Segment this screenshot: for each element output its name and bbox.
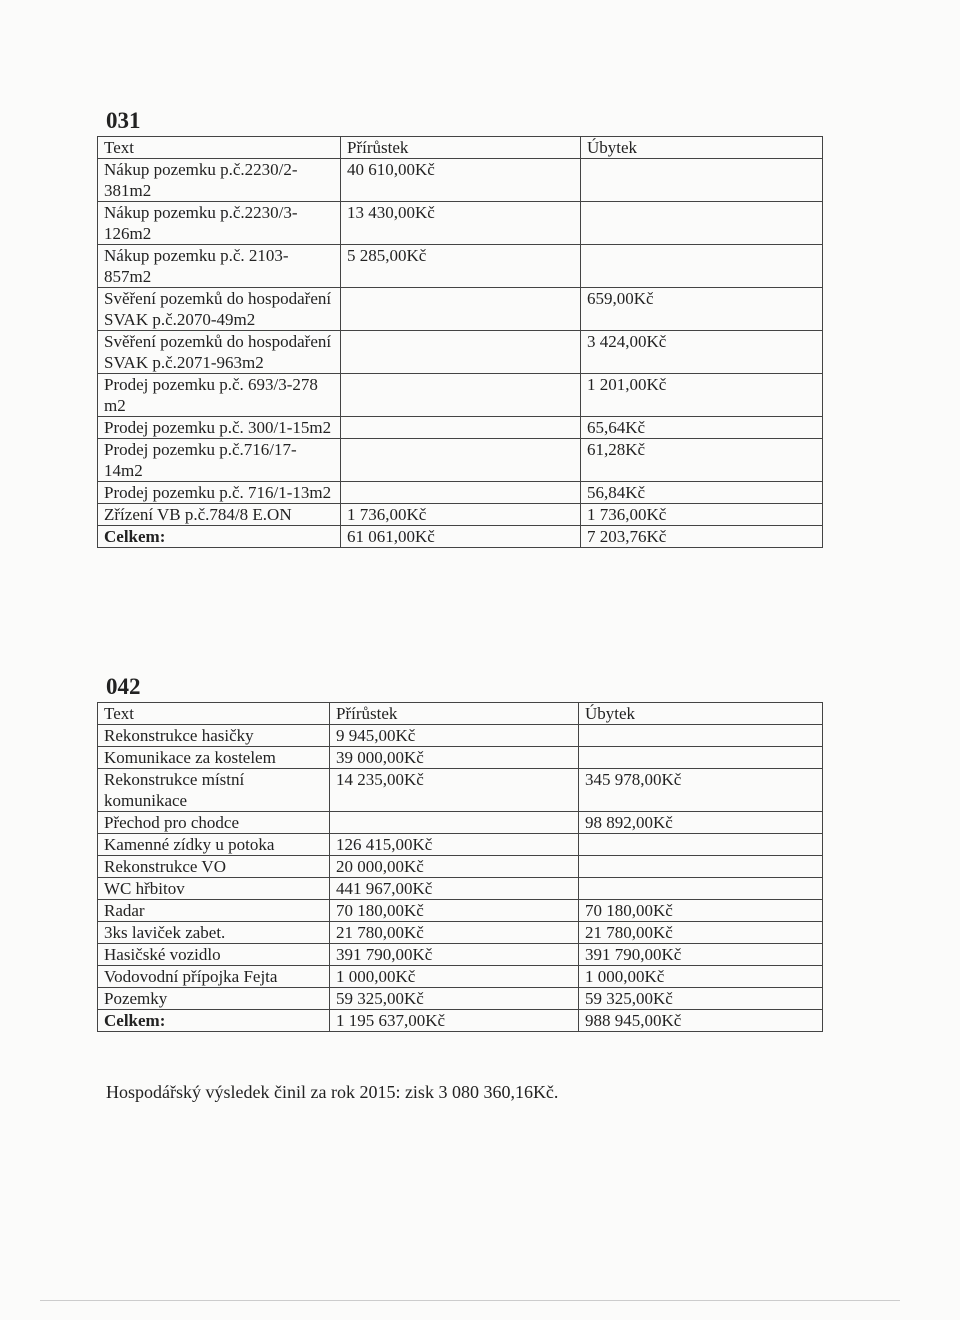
table-row bbox=[98, 769, 823, 812]
table-row bbox=[98, 878, 823, 900]
decrease-cell: 659,00Kč bbox=[581, 288, 823, 331]
annual-result-text: Hospodářský výsledek činil za rok 2015: zisk 3 080 360,16Kč. bbox=[106, 1082, 559, 1102]
text-cell: Celkem: bbox=[98, 526, 341, 548]
table-row bbox=[98, 834, 823, 856]
decrease-cell bbox=[579, 725, 823, 747]
text-cell: Radar bbox=[98, 900, 330, 922]
decrease-cell: 65,64Kč bbox=[581, 417, 823, 439]
text-cell: Rekonstrukce místní komunikace bbox=[98, 769, 330, 812]
increase-cell: 21 780,00Kč bbox=[330, 922, 579, 944]
text-cell: Nákup pozemku p.č.2230/3-126m2 bbox=[98, 202, 341, 245]
decrease-cell: 98 892,00Kč bbox=[579, 812, 823, 834]
section-title-042: 042 bbox=[106, 674, 141, 699]
table-row bbox=[98, 331, 823, 374]
decrease-cell bbox=[579, 747, 823, 769]
increase-cell bbox=[341, 331, 581, 374]
decrease-cell: 59 325,00Kč bbox=[579, 988, 823, 1010]
decrease-cell: Úbytek bbox=[579, 703, 823, 725]
text-cell: Vodovodní přípojka Fejta bbox=[98, 966, 330, 988]
increase-cell bbox=[341, 482, 581, 504]
decrease-cell: 1 000,00Kč bbox=[579, 966, 823, 988]
increase-cell: 1 000,00Kč bbox=[330, 966, 579, 988]
table-row bbox=[98, 944, 823, 966]
text-cell: 3ks laviček zabet. bbox=[98, 922, 330, 944]
decrease-cell: Úbytek bbox=[581, 137, 823, 159]
decrease-cell: 391 790,00Kč bbox=[579, 944, 823, 966]
table-row bbox=[98, 202, 823, 245]
decrease-cell bbox=[581, 245, 823, 288]
text-cell: Text bbox=[98, 703, 330, 725]
text-cell: Nákup pozemku p.č.2230/2-381m2 bbox=[98, 159, 341, 202]
text-cell: Zřízení VB p.č.784/8 E.ON bbox=[98, 504, 341, 526]
text-cell: Přechod pro chodce bbox=[98, 812, 330, 834]
text-cell: Prodej pozemku p.č. 693/3-278 m2 bbox=[98, 374, 341, 417]
table-row bbox=[98, 417, 823, 439]
table-row bbox=[98, 504, 823, 526]
ledger-table-042 bbox=[97, 702, 823, 1032]
table-row bbox=[98, 439, 823, 482]
text-cell: Prodej pozemku p.č. 716/1-13m2 bbox=[98, 482, 341, 504]
increase-cell bbox=[341, 374, 581, 417]
increase-cell: 14 235,00Kč bbox=[330, 769, 579, 812]
increase-cell: 61 061,00Kč bbox=[341, 526, 581, 548]
ledger-table-031 bbox=[97, 136, 823, 548]
decrease-cell: 21 780,00Kč bbox=[579, 922, 823, 944]
increase-cell: 13 430,00Kč bbox=[341, 202, 581, 245]
increase-cell: 39 000,00Kč bbox=[330, 747, 579, 769]
header-row bbox=[98, 703, 823, 725]
increase-cell bbox=[341, 417, 581, 439]
table-row bbox=[98, 856, 823, 878]
increase-cell: 70 180,00Kč bbox=[330, 900, 579, 922]
text-cell: Svěření pozemků do hospodaření SVAK p.č.2070-49m2 bbox=[98, 288, 341, 331]
table-row bbox=[98, 747, 823, 769]
header-row bbox=[98, 137, 823, 159]
text-cell: Prodej pozemku p.č.716/17-14m2 bbox=[98, 439, 341, 482]
decrease-cell bbox=[579, 834, 823, 856]
decrease-cell bbox=[581, 202, 823, 245]
decrease-cell: 345 978,00Kč bbox=[579, 769, 823, 812]
decrease-cell: 70 180,00Kč bbox=[579, 900, 823, 922]
decrease-cell: 1 736,00Kč bbox=[581, 504, 823, 526]
decrease-cell: 61,28Kč bbox=[581, 439, 823, 482]
decrease-cell bbox=[579, 878, 823, 900]
increase-cell: 441 967,00Kč bbox=[330, 878, 579, 900]
text-cell: Komunikace za kostelem bbox=[98, 747, 330, 769]
text-cell: Prodej pozemku p.č. 300/1-15m2 bbox=[98, 417, 341, 439]
table-row bbox=[98, 374, 823, 417]
increase-cell: 126 415,00Kč bbox=[330, 834, 579, 856]
section-title-031: 031 bbox=[106, 108, 141, 133]
text-cell: Rekonstrukce VO bbox=[98, 856, 330, 878]
decrease-cell: 56,84Kč bbox=[581, 482, 823, 504]
increase-cell: 1 195 637,00Kč bbox=[330, 1010, 579, 1032]
total-row bbox=[98, 526, 823, 548]
increase-cell: 5 285,00Kč bbox=[341, 245, 581, 288]
table-row bbox=[98, 900, 823, 922]
text-cell: Rekonstrukce hasičky bbox=[98, 725, 330, 747]
text-cell: Hasičské vozidlo bbox=[98, 944, 330, 966]
decrease-cell: 988 945,00Kč bbox=[579, 1010, 823, 1032]
increase-cell: Přírůstek bbox=[330, 703, 579, 725]
table-row bbox=[98, 159, 823, 202]
text-cell: Svěření pozemků do hospodaření SVAK p.č.2071-963m2 bbox=[98, 331, 341, 374]
increase-cell bbox=[341, 288, 581, 331]
total-row bbox=[98, 1010, 823, 1032]
page-bottom-rule bbox=[40, 1300, 900, 1301]
increase-cell: 1 736,00Kč bbox=[341, 504, 581, 526]
table-row bbox=[98, 725, 823, 747]
decrease-cell: 1 201,00Kč bbox=[581, 374, 823, 417]
decrease-cell bbox=[579, 856, 823, 878]
text-cell: Kamenné zídky u potoka bbox=[98, 834, 330, 856]
increase-cell: 9 945,00Kč bbox=[330, 725, 579, 747]
table-row bbox=[98, 812, 823, 834]
increase-cell: 20 000,00Kč bbox=[330, 856, 579, 878]
table-row bbox=[98, 966, 823, 988]
table-row bbox=[98, 922, 823, 944]
text-cell: Nákup pozemku p.č. 2103-857m2 bbox=[98, 245, 341, 288]
increase-cell bbox=[330, 812, 579, 834]
table-row bbox=[98, 245, 823, 288]
table-row bbox=[98, 482, 823, 504]
text-cell: Celkem: bbox=[98, 1010, 330, 1032]
table-row bbox=[98, 288, 823, 331]
increase-cell: 40 610,00Kč bbox=[341, 159, 581, 202]
table-row bbox=[98, 988, 823, 1010]
decrease-cell: 3 424,00Kč bbox=[581, 331, 823, 374]
increase-cell: Přírůstek bbox=[341, 137, 581, 159]
increase-cell: 59 325,00Kč bbox=[330, 988, 579, 1010]
text-cell: Pozemky bbox=[98, 988, 330, 1010]
increase-cell: 391 790,00Kč bbox=[330, 944, 579, 966]
text-cell: WC hřbitov bbox=[98, 878, 330, 900]
increase-cell bbox=[341, 439, 581, 482]
decrease-cell: 7 203,76Kč bbox=[581, 526, 823, 548]
decrease-cell bbox=[581, 159, 823, 202]
text-cell: Text bbox=[98, 137, 341, 159]
